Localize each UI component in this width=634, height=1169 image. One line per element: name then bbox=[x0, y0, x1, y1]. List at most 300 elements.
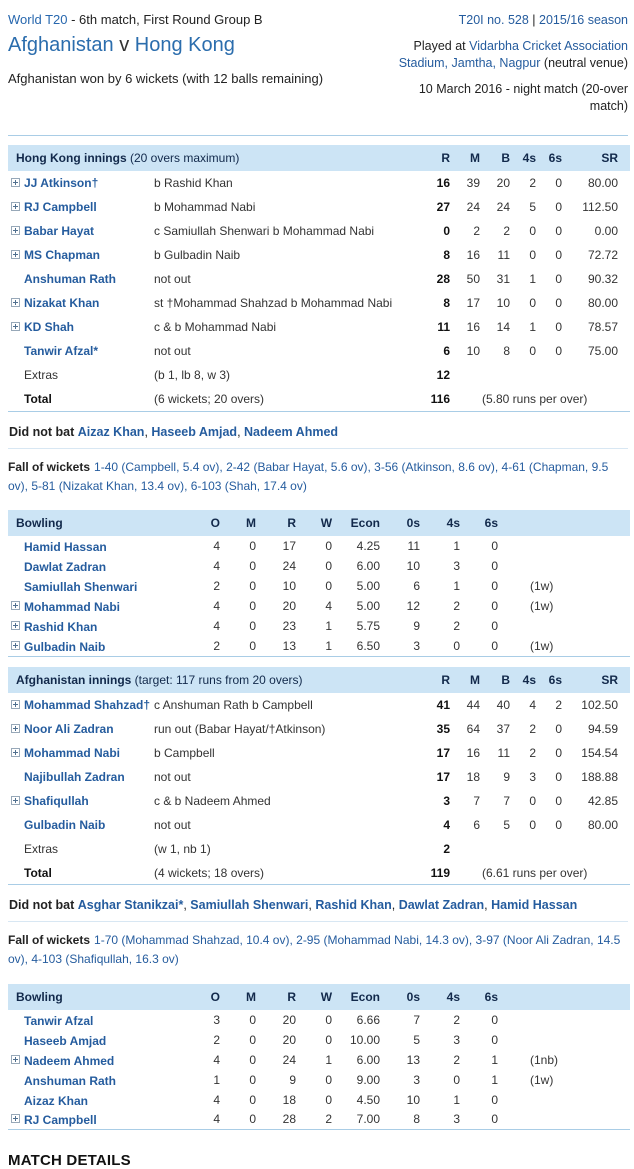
dismissal-text: run out (Babar Hayat/†Atkinson) bbox=[154, 721, 326, 736]
col-minutes: M bbox=[470, 151, 480, 166]
bowling1-header-bar bbox=[8, 510, 630, 536]
economy-value: 6.00 bbox=[356, 559, 381, 574]
player-link[interactable]: Asghar Stanikzai* bbox=[77, 898, 184, 913]
expand-cell bbox=[8, 243, 24, 267]
batsman-row bbox=[8, 195, 630, 219]
fours-value: 2 bbox=[529, 745, 536, 760]
strike-rate-value: 42.85 bbox=[587, 793, 618, 808]
total-row bbox=[8, 387, 630, 411]
extras-label: Extras bbox=[24, 841, 59, 856]
match-description: - 6th match, First Round Group B bbox=[67, 12, 263, 27]
player-link[interactable]: Hamid Hassan bbox=[491, 898, 578, 913]
date-line: 10 March 2016 - night match (20-over match) bbox=[418, 81, 628, 113]
extras-note: (1w) bbox=[530, 639, 554, 653]
runs-value: 27 bbox=[436, 200, 450, 215]
batsman-row bbox=[8, 717, 630, 741]
player-link[interactable]: Rashid Khan bbox=[315, 898, 392, 913]
expand-cell bbox=[8, 636, 24, 656]
name-separator: , bbox=[484, 898, 492, 913]
innings1-header-bar bbox=[8, 145, 630, 171]
runs-value: 18 bbox=[282, 1092, 297, 1107]
batsman-mark: * bbox=[93, 344, 99, 359]
col-fours: 4s bbox=[522, 151, 536, 166]
fours-value: 0 bbox=[529, 248, 536, 263]
strike-rate-value: 112.50 bbox=[582, 200, 618, 215]
player-link[interactable]: Nadeem Ahmed bbox=[244, 424, 339, 439]
match-details-heading: MATCH DETAILS bbox=[8, 1152, 131, 1169]
runs-value: 10 bbox=[282, 579, 297, 594]
dismissal-text: not out bbox=[154, 344, 191, 359]
minutes-value: 7 bbox=[473, 793, 480, 808]
run-rate: (5.80 runs per over) bbox=[482, 392, 588, 407]
total-detail: (4 wickets; 18 overs) bbox=[154, 865, 265, 880]
col-fours: 4s bbox=[446, 989, 461, 1004]
economy-value: 6.00 bbox=[356, 1052, 381, 1067]
economy-value: 4.25 bbox=[356, 539, 381, 554]
sixes-value: 0 bbox=[555, 721, 562, 736]
bowler-name-cell bbox=[24, 536, 192, 556]
economy-value: 9.00 bbox=[356, 1072, 381, 1087]
batsman-name-cell bbox=[24, 267, 154, 291]
innings1-title-note: (20 overs maximum) bbox=[126, 151, 240, 166]
batsman-name-cell bbox=[24, 315, 154, 339]
sixes-value: 0 bbox=[491, 539, 499, 554]
total-runs: 119 bbox=[430, 865, 450, 880]
fours-value: 1 bbox=[453, 539, 461, 554]
minutes-value: 16 bbox=[466, 745, 480, 760]
expand-cell bbox=[8, 765, 24, 789]
batsman-row bbox=[8, 813, 630, 837]
expand-cell bbox=[8, 1030, 24, 1050]
match-result: Afghanistan won by 6 wickets (with 12 balls remaining) bbox=[8, 71, 324, 86]
expand-icon[interactable] bbox=[11, 621, 20, 630]
dismissal-text: b Mohammad Nabi bbox=[154, 200, 256, 215]
balls-value: 40 bbox=[496, 697, 510, 712]
bowler-row bbox=[8, 556, 630, 576]
maidens-value: 0 bbox=[249, 1012, 257, 1027]
batsman-name-cell bbox=[24, 339, 154, 363]
economy-value: 5.75 bbox=[356, 619, 381, 634]
expand-icon[interactable] bbox=[11, 1055, 20, 1064]
col-bowling bbox=[8, 510, 192, 536]
wickets-value: 1 bbox=[325, 639, 333, 653]
runs-value: 28 bbox=[436, 272, 450, 287]
extras-note bbox=[508, 1090, 630, 1110]
expand-icon[interactable] bbox=[11, 298, 20, 307]
batsman-link[interactable] bbox=[24, 248, 100, 262]
expand-cell bbox=[8, 291, 24, 315]
runs-value: 4 bbox=[443, 817, 450, 832]
sixes-value: 0 bbox=[491, 1112, 499, 1127]
sixes-value: 0 bbox=[555, 248, 562, 263]
col-minutes: M bbox=[470, 672, 480, 687]
maidens-value: 0 bbox=[249, 559, 257, 574]
dismissal-text: b Campbell bbox=[154, 745, 215, 760]
fours-value: 0 bbox=[453, 639, 461, 653]
dismissal-text: c Samiullah Shenwari b Mohammad Nabi bbox=[154, 224, 375, 239]
bowler-row bbox=[8, 636, 630, 656]
col-balls: B bbox=[501, 151, 510, 166]
maidens-value: 0 bbox=[249, 1112, 257, 1127]
extras-note bbox=[508, 1010, 630, 1030]
col-strike-rate: SR bbox=[601, 672, 618, 687]
page-title bbox=[8, 34, 368, 57]
batsman-name-cell bbox=[24, 765, 154, 789]
batsman-link[interactable] bbox=[24, 746, 120, 760]
expand-cell bbox=[8, 1090, 24, 1110]
col-overs: O bbox=[210, 516, 221, 531]
dismissal-text: c Anshuman Rath b Campbell bbox=[154, 697, 313, 712]
wickets-value: 2 bbox=[325, 1112, 333, 1127]
fours-value: 1 bbox=[529, 320, 536, 335]
bowler-name-cell bbox=[24, 1050, 192, 1070]
bowler-link[interactable]: Haseeb Amjad bbox=[24, 1033, 107, 1048]
bowler-name-cell bbox=[24, 1010, 192, 1030]
batsman-link[interactable] bbox=[24, 818, 105, 832]
overs-value: 4 bbox=[213, 1112, 221, 1127]
total-label: Total bbox=[24, 865, 52, 880]
player-link[interactable]: Aizaz Khan bbox=[77, 424, 145, 439]
wickets-value: 0 bbox=[325, 559, 333, 574]
expand-icon[interactable] bbox=[11, 322, 20, 331]
batsman-mark: † bbox=[91, 176, 99, 191]
expand-icon[interactable] bbox=[11, 250, 20, 259]
sixes-value: 0 bbox=[491, 579, 499, 594]
total-detail: (6 wickets; 20 overs) bbox=[154, 392, 265, 407]
bowler-row bbox=[8, 536, 630, 556]
bowler-name-cell bbox=[24, 576, 192, 596]
bowler-name-cell bbox=[24, 636, 192, 656]
batsman-link[interactable] bbox=[24, 176, 98, 190]
expand-icon[interactable] bbox=[11, 202, 20, 211]
fall-of-wickets-links[interactable]: 1-40 (Campbell, 5.4 ov), 2-42 (Babar Hayat, 5.6 ov), 3-56 (Atkinson, 8.6 ov), 4-61 (Chapman, 9.5 ov), 5-81 (Nizakat Khan, 13.4 ov), 6-103 (Shah, 17.4 ov) bbox=[8, 459, 609, 494]
maidens-value: 0 bbox=[249, 579, 257, 594]
name-separator: , bbox=[144, 424, 152, 439]
dots-value: 10 bbox=[406, 1092, 421, 1107]
expand-cell bbox=[8, 315, 24, 339]
expand-icon[interactable] bbox=[11, 601, 20, 610]
bowler-name-cell bbox=[24, 1090, 192, 1110]
fall-of-wickets-links[interactable]: 1-70 (Mohammad Shahzad, 10.4 ov), 2-95 (Mohammad Nabi, 14.3 ov), 3-97 (Noor Ali Zadran, 14.5 ov), 4-103 (Shafiqullah, 16.3 ov) bbox=[8, 933, 621, 967]
minutes-value: 39 bbox=[466, 176, 480, 191]
played-at-text: Played at bbox=[413, 38, 470, 53]
strike-rate-value: 94.59 bbox=[587, 721, 618, 736]
expand-cell bbox=[8, 717, 24, 741]
expand-icon[interactable] bbox=[11, 748, 20, 757]
bowler-link[interactable]: Samiullah Shenwari bbox=[24, 580, 138, 595]
extras-note bbox=[508, 1110, 630, 1130]
runs-value: 35 bbox=[436, 721, 450, 736]
expand-cell bbox=[8, 267, 24, 291]
sixes-value: 0 bbox=[555, 200, 562, 215]
runs-value: 20 bbox=[282, 1032, 297, 1047]
batsman-link[interactable] bbox=[24, 224, 94, 238]
bowler-link[interactable]: Anshuman Rath bbox=[24, 1073, 117, 1088]
batsman-link[interactable] bbox=[24, 344, 98, 358]
sixes-value: 0 bbox=[555, 320, 562, 335]
batsman-link[interactable] bbox=[24, 296, 99, 310]
batsman-name: Najibullah Zadran bbox=[24, 769, 125, 784]
fours-value: 2 bbox=[453, 1052, 461, 1067]
fours-value: 2 bbox=[529, 176, 536, 191]
bowling-title: Bowling bbox=[16, 989, 63, 1004]
runs-value: 8 bbox=[443, 296, 450, 311]
runs-value: 20 bbox=[282, 599, 297, 614]
did-not-bat-line bbox=[8, 425, 628, 439]
t20i-number-link[interactable]: T20I no. 528 bbox=[458, 13, 529, 27]
dots-value: 6 bbox=[413, 579, 421, 594]
fours-value: 0 bbox=[529, 224, 536, 239]
bowler-row bbox=[8, 1050, 630, 1070]
fours-value: 0 bbox=[529, 344, 536, 359]
batsman-name: Anshuman Rath bbox=[24, 272, 117, 287]
fours-value: 5 bbox=[529, 200, 536, 215]
batsman-link[interactable] bbox=[24, 770, 125, 784]
strike-rate-value: 78.57 bbox=[587, 320, 618, 335]
col-runs: R bbox=[441, 672, 450, 687]
bowler-link[interactable]: Hamid Hassan bbox=[24, 540, 107, 555]
team1-link[interactable]: Afghanistan bbox=[8, 34, 114, 56]
overs-value: 2 bbox=[213, 1032, 221, 1047]
strike-rate-value: 188.88 bbox=[581, 769, 618, 784]
batsman-name: KD Shah bbox=[24, 320, 75, 335]
batsman-row bbox=[8, 765, 630, 789]
season-link[interactable]: 2015/16 season bbox=[539, 13, 628, 27]
expand-cell bbox=[8, 1110, 24, 1130]
minutes-value: 6 bbox=[473, 817, 480, 832]
expand-icon[interactable] bbox=[11, 796, 20, 805]
bowler-name-cell bbox=[24, 556, 192, 576]
bowler-row bbox=[8, 1030, 630, 1050]
expand-cell bbox=[8, 219, 24, 243]
overs-value: 1 bbox=[213, 1072, 221, 1087]
extras-note bbox=[508, 616, 630, 636]
strike-rate-value: 102.50 bbox=[581, 697, 618, 712]
total-label: Total bbox=[24, 392, 52, 407]
sixes-value: 0 bbox=[491, 599, 499, 614]
fall-of-wickets-label: Fall of wickets bbox=[8, 459, 91, 474]
innings1-title-team: Hong Kong innings bbox=[16, 151, 127, 166]
batsman-link[interactable] bbox=[24, 794, 89, 808]
fall-of-wickets-label: Fall of wickets bbox=[8, 933, 91, 948]
col-dots: 0s bbox=[406, 989, 421, 1004]
bowler-row bbox=[8, 1070, 630, 1090]
runs-value: 20 bbox=[282, 1012, 297, 1027]
batsman-row bbox=[8, 171, 630, 195]
innings2-header-bar bbox=[8, 667, 630, 693]
batsman-row bbox=[8, 741, 630, 765]
col-fours: 4s bbox=[522, 672, 536, 687]
extras-note bbox=[508, 1030, 630, 1050]
extras-note bbox=[508, 536, 630, 556]
runs-value: 24 bbox=[282, 559, 297, 574]
expand-icon[interactable] bbox=[11, 1114, 20, 1123]
maidens-value: 0 bbox=[249, 619, 257, 634]
overs-value: 4 bbox=[213, 1052, 221, 1067]
expand-cell bbox=[8, 596, 24, 616]
team2-link[interactable]: Hong Kong bbox=[134, 34, 235, 56]
col-runs: R bbox=[287, 516, 297, 531]
batsman-name: Noor Ali Zadran bbox=[24, 721, 114, 736]
bowler-link[interactable]: Dawlat Zadran bbox=[24, 560, 107, 575]
dismissal-text: not out bbox=[154, 817, 191, 832]
extras-row bbox=[8, 363, 630, 387]
expand-cell bbox=[8, 693, 24, 717]
extras-note: (1w) bbox=[530, 579, 554, 594]
extras-note: (1w) bbox=[530, 1072, 554, 1087]
wickets-value: 0 bbox=[325, 1012, 333, 1027]
bowling2-header-bar bbox=[8, 984, 630, 1010]
sixes-value: 0 bbox=[555, 745, 562, 760]
fours-value: 2 bbox=[453, 1012, 461, 1027]
wickets-value: 4 bbox=[325, 599, 333, 614]
fours-value: 3 bbox=[453, 559, 461, 574]
runs-value: 8 bbox=[443, 248, 450, 263]
minutes-value: 17 bbox=[466, 296, 480, 311]
extras-note: (1nb) bbox=[530, 1052, 559, 1067]
batsman-name: Gulbadin Naib bbox=[24, 817, 106, 832]
strike-rate-value: 80.00 bbox=[587, 296, 618, 311]
maidens-value: 0 bbox=[249, 539, 257, 554]
bowler-link[interactable]: RJ Campbell bbox=[24, 1113, 97, 1128]
batsman-name-cell bbox=[24, 291, 154, 315]
batsman-link[interactable] bbox=[24, 200, 97, 214]
wickets-value: 0 bbox=[325, 1072, 333, 1087]
pipe-separator: | bbox=[528, 13, 540, 27]
bowling-title: Bowling bbox=[16, 516, 63, 531]
batsman-row bbox=[8, 219, 630, 243]
minutes-value: 44 bbox=[466, 697, 480, 712]
batsman-name: JJ Atkinson bbox=[24, 176, 92, 191]
did-not-bat-line bbox=[8, 898, 628, 912]
economy-value: 10.00 bbox=[349, 1032, 381, 1047]
batsman-row bbox=[8, 693, 630, 717]
batsman-name-cell bbox=[24, 789, 154, 813]
name-separator: , bbox=[308, 898, 316, 913]
overs-value: 4 bbox=[213, 619, 221, 634]
bowler-name-cell bbox=[24, 1030, 192, 1050]
bowler-link[interactable]: Rashid Khan bbox=[24, 620, 98, 635]
run-rate: (6.61 runs per over) bbox=[482, 865, 588, 880]
batsman-name: Nizakat Khan bbox=[24, 296, 100, 311]
balls-value: 37 bbox=[496, 721, 510, 736]
expand-cell bbox=[8, 616, 24, 636]
economy-value: 5.00 bbox=[356, 579, 381, 594]
batsman-name-cell bbox=[24, 219, 154, 243]
fours-value: 0 bbox=[529, 817, 536, 832]
expand-cell bbox=[8, 171, 24, 195]
expand-cell bbox=[8, 556, 24, 576]
batsman-link[interactable] bbox=[24, 272, 116, 286]
batsman-name-cell bbox=[24, 741, 154, 765]
bowler-link[interactable]: Nadeem Ahmed bbox=[24, 1053, 115, 1068]
wickets-value: 1 bbox=[325, 619, 333, 634]
bowler-link[interactable]: Aizaz Khan bbox=[24, 1093, 89, 1108]
minutes-value: 2 bbox=[473, 224, 480, 239]
economy-value: 5.00 bbox=[356, 599, 381, 614]
did-not-bat-label: Did not bat bbox=[9, 898, 75, 913]
bowler-row bbox=[8, 616, 630, 636]
series-link[interactable]: World T20 bbox=[8, 12, 68, 27]
runs-value: 11 bbox=[437, 320, 450, 335]
runs-value: 16 bbox=[436, 176, 450, 191]
batsman-name: Mohammad Nabi bbox=[24, 745, 121, 760]
bowler-name-cell bbox=[24, 1070, 192, 1090]
runs-value: 6 bbox=[443, 344, 450, 359]
player-link[interactable]: Samiullah Shenwari bbox=[190, 898, 309, 913]
batsman-name-cell bbox=[24, 717, 154, 741]
balls-value: 2 bbox=[503, 224, 510, 239]
col-fours: 4s bbox=[446, 516, 461, 531]
expand-icon[interactable] bbox=[11, 641, 20, 650]
strike-rate-value: 75.00 bbox=[587, 344, 618, 359]
col-runs: R bbox=[287, 989, 297, 1004]
batsman-mark: † bbox=[143, 697, 151, 712]
minutes-value: 24 bbox=[466, 200, 480, 215]
economy-value: 6.66 bbox=[356, 1012, 381, 1027]
runs-value: 9 bbox=[289, 1072, 297, 1087]
expand-icon[interactable] bbox=[11, 226, 20, 235]
economy-value: 4.50 bbox=[356, 1092, 381, 1107]
bowler-link[interactable]: Mohammad Nabi bbox=[24, 600, 121, 615]
extras-detail: (w 1, nb 1) bbox=[154, 841, 211, 856]
strike-rate-value: 80.00 bbox=[587, 817, 618, 832]
expand-icon[interactable] bbox=[11, 724, 20, 733]
extras-label: Extras bbox=[24, 368, 59, 383]
did-not-bat-names bbox=[78, 425, 338, 439]
runs-value: 0 bbox=[443, 224, 450, 239]
bowler-name-cell bbox=[24, 616, 192, 636]
sixes-value: 0 bbox=[555, 224, 562, 239]
wickets-value: 0 bbox=[325, 539, 333, 554]
player-link[interactable]: Dawlat Zadran bbox=[398, 898, 485, 913]
balls-value: 7 bbox=[503, 793, 510, 808]
expand-cell bbox=[8, 1070, 24, 1090]
bowler-link[interactable]: Gulbadin Naib bbox=[24, 640, 106, 654]
minutes-value: 10 bbox=[466, 344, 480, 359]
venue-link[interactable]: Vidarbha Cricket Association Stadium, Jamtha, Nagpur bbox=[398, 38, 628, 70]
balls-value: 20 bbox=[496, 176, 510, 191]
dismissal-text: not out bbox=[154, 272, 191, 287]
player-link[interactable]: Haseeb Amjad bbox=[151, 424, 238, 439]
runs-value: 28 bbox=[282, 1112, 297, 1127]
expand-icon[interactable] bbox=[11, 700, 20, 709]
sixes-value: 0 bbox=[555, 344, 562, 359]
overs-value: 4 bbox=[213, 539, 221, 554]
fours-value: 1 bbox=[453, 579, 461, 594]
match-header-left bbox=[8, 8, 368, 123]
extras-row bbox=[8, 837, 630, 861]
balls-value: 8 bbox=[503, 344, 510, 359]
batsman-row bbox=[8, 243, 630, 267]
sixes-value: 1 bbox=[491, 1072, 499, 1087]
expand-icon[interactable] bbox=[11, 178, 20, 187]
sixes-value: 0 bbox=[555, 817, 562, 832]
bowler-link[interactable]: Tanwir Afzal bbox=[24, 1013, 94, 1028]
batsman-link[interactable] bbox=[24, 722, 114, 736]
batsman-link[interactable] bbox=[24, 698, 150, 712]
balls-value: 9 bbox=[503, 769, 510, 784]
dots-value: 3 bbox=[413, 639, 421, 653]
batsman-link[interactable] bbox=[24, 320, 74, 334]
economy-value: 7.00 bbox=[356, 1112, 381, 1127]
balls-value: 10 bbox=[496, 296, 510, 311]
runs-value: 17 bbox=[282, 539, 297, 554]
strike-rate-value: 80.00 bbox=[587, 176, 618, 191]
sixes-value: 0 bbox=[555, 793, 562, 808]
col-economy: Econ bbox=[350, 516, 381, 531]
col-sixes: 6s bbox=[484, 516, 499, 531]
